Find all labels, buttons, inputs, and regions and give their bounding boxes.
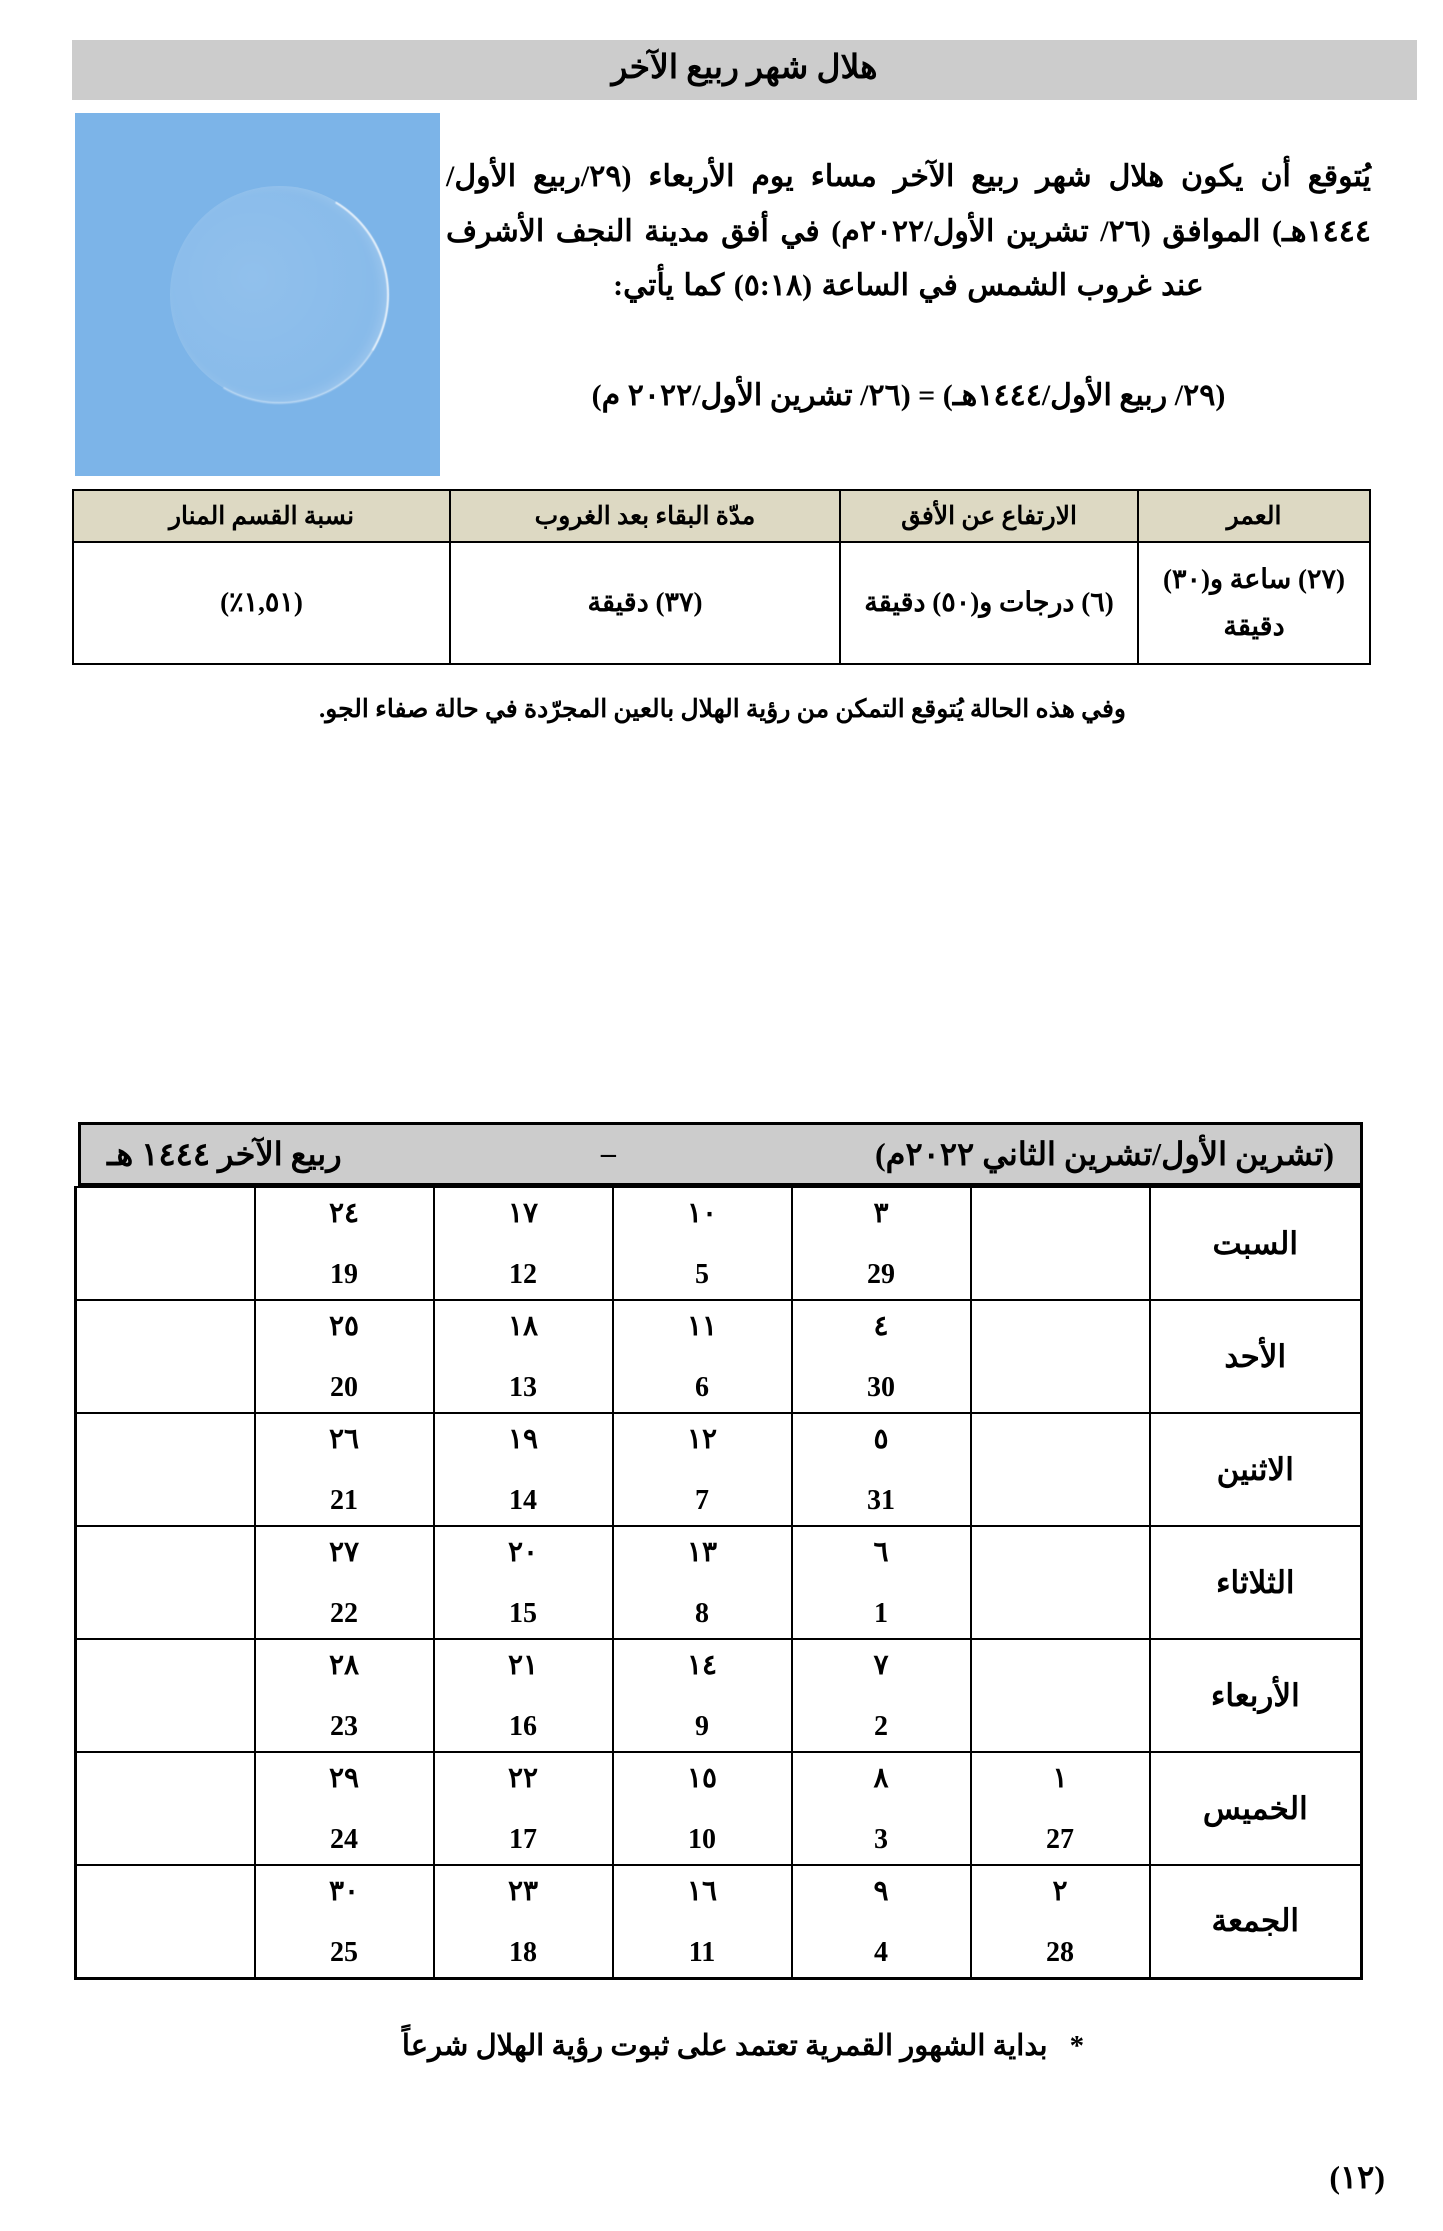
calendar-date-cell[interactable] bbox=[971, 1413, 1150, 1526]
calendar-date-cell[interactable] bbox=[255, 1639, 434, 1752]
calendar-date-cell[interactable] bbox=[76, 1413, 255, 1526]
column-header-duration: مدّة البقاء بعد الغروب bbox=[450, 490, 840, 542]
calendar-date-cell[interactable] bbox=[613, 1752, 792, 1865]
moon-crescent-limb-icon bbox=[147, 162, 412, 426]
calendar-date-cell[interactable] bbox=[971, 1865, 1150, 1978]
calendar-date-cell[interactable] bbox=[792, 1187, 971, 1300]
calendar-gregorian-day: 23 bbox=[330, 1711, 358, 1742]
calendar-date-cell[interactable] bbox=[434, 1526, 613, 1639]
calendar-header bbox=[78, 1122, 1363, 1186]
calendar-hijri-day: ٧ bbox=[873, 1650, 889, 1681]
calendar-date-cell[interactable] bbox=[255, 1187, 434, 1300]
cell-duration-value: (٣٧) دقيقة bbox=[450, 542, 840, 664]
calendar-hijri-day: ٦ bbox=[873, 1537, 889, 1568]
calendar-gregorian-day: 11 bbox=[688, 1936, 716, 1968]
footnote-asterisk: * bbox=[1069, 2030, 1085, 2062]
page-header-band bbox=[72, 40, 1417, 100]
column-header-age: العمر bbox=[1138, 490, 1370, 542]
calendar-gregorian-day: 13 bbox=[509, 1372, 537, 1403]
calendar-hijri-day: ٣٠ bbox=[328, 1876, 360, 1907]
calendar-gregorian-day: 3 bbox=[874, 1824, 888, 1855]
calendar-gregorian-day: 24 bbox=[330, 1824, 358, 1855]
calendar-hijri-day: ٥ bbox=[873, 1424, 889, 1455]
calendar-date-cell[interactable] bbox=[76, 1865, 255, 1978]
cell-altitude-value: (٦) درجات و(٥٠) دقيقة bbox=[840, 542, 1138, 664]
calendar-date-cell[interactable] bbox=[76, 1526, 255, 1639]
calendar-date-cell[interactable] bbox=[792, 1865, 971, 1978]
calendar-gregorian-day: 1 bbox=[874, 1598, 888, 1629]
calendar-hijri-day: ١٩ bbox=[507, 1424, 539, 1455]
calendar-date-cell[interactable] bbox=[434, 1187, 613, 1300]
calendar-date-cell[interactable] bbox=[76, 1187, 255, 1300]
calendar-week-row bbox=[76, 1865, 1362, 1978]
calendar-hijri-day: ١١ bbox=[686, 1311, 718, 1342]
calendar-date-cell[interactable] bbox=[434, 1752, 613, 1865]
calendar-week-row bbox=[76, 1639, 1362, 1752]
visibility-note: وفي هذه الحالة يُتوقع التمكن من رؤية الهلال بالعين المجرّدة في حالة صفاء الجو. bbox=[318, 696, 1127, 723]
calendar-week-row bbox=[76, 1752, 1362, 1865]
calendar-body bbox=[76, 1187, 1362, 1978]
calendar-date-cell[interactable] bbox=[792, 1300, 971, 1413]
column-header-altitude: الارتفاع عن الأفق bbox=[840, 490, 1138, 542]
calendar-date-cell[interactable] bbox=[76, 1300, 255, 1413]
calendar-grid bbox=[74, 1186, 1363, 1980]
hilal-data-table bbox=[72, 489, 1371, 665]
calendar-gregorian-day: 16 bbox=[509, 1711, 537, 1742]
calendar-date-cell[interactable] bbox=[613, 1639, 792, 1752]
calendar-hijri-day: ١٧ bbox=[507, 1198, 539, 1229]
calendar-gregorian-day: 2 bbox=[874, 1711, 888, 1742]
calendar-gregorian-day: 22 bbox=[330, 1598, 358, 1629]
calendar-date-cell[interactable] bbox=[613, 1865, 792, 1978]
calendar-day-name: السبت bbox=[1150, 1187, 1362, 1300]
calendar-date-cell[interactable] bbox=[971, 1639, 1150, 1752]
calendar-hijri-day: ٢٤ bbox=[328, 1198, 360, 1229]
calendar-hijri-day: ٢ bbox=[1052, 1876, 1068, 1907]
calendar-date-cell[interactable] bbox=[255, 1526, 434, 1639]
calendar-gregorian-day: 15 bbox=[509, 1598, 537, 1629]
calendar-gregorian-day: 6 bbox=[695, 1372, 709, 1403]
calendar-gregorian-day: 27 bbox=[1046, 1824, 1074, 1855]
table-row bbox=[73, 542, 1370, 664]
calendar-hijri-day: ٣ bbox=[873, 1198, 889, 1229]
calendar-hijri-title: ربيع الآخر ١٤٤٤ هـ bbox=[107, 1136, 342, 1172]
calendar-hijri-day: ٢٣ bbox=[507, 1876, 539, 1907]
calendar-hijri-day: ٤ bbox=[873, 1311, 889, 1342]
footnote-text: بداية الشهور القمرية تعتمد على ثبوت رؤية الهلال شرعاً bbox=[401, 2030, 1048, 2062]
page-title: هلال شهر ربيع الآخر bbox=[611, 49, 878, 86]
calendar-hijri-day: ٩ bbox=[873, 1876, 889, 1907]
crescent-moon-photo bbox=[75, 113, 440, 476]
calendar-date-cell[interactable] bbox=[971, 1526, 1150, 1639]
monthly-calendar bbox=[78, 1122, 1363, 1980]
calendar-day-name: الثلاثاء bbox=[1150, 1526, 1362, 1639]
calendar-day-name: الأحد bbox=[1150, 1300, 1362, 1413]
calendar-gregorian-day: 8 bbox=[695, 1598, 709, 1629]
table-header-row bbox=[73, 490, 1370, 542]
calendar-gregorian-title: (تشرين الأول/تشرين الثاني ٢٠٢٢م) bbox=[875, 1136, 1334, 1172]
calendar-day-name: الجمعة bbox=[1150, 1865, 1362, 1978]
calendar-hijri-day: ٢١ bbox=[507, 1650, 539, 1681]
calendar-hijri-day: ٢٨ bbox=[328, 1650, 360, 1681]
calendar-date-cell[interactable] bbox=[434, 1865, 613, 1978]
calendar-gregorian-day: 20 bbox=[330, 1372, 358, 1403]
calendar-date-cell[interactable] bbox=[971, 1752, 1150, 1865]
calendar-hijri-day: ٨ bbox=[873, 1763, 889, 1794]
calendar-week-row bbox=[76, 1300, 1362, 1413]
calendar-date-cell[interactable] bbox=[255, 1865, 434, 1978]
calendar-gregorian-day: 9 bbox=[695, 1711, 709, 1742]
calendar-date-cell[interactable] bbox=[434, 1639, 613, 1752]
calendar-gregorian-day: 17 bbox=[509, 1824, 537, 1855]
calendar-date-cell[interactable] bbox=[76, 1639, 255, 1752]
calendar-hijri-day: ١٣ bbox=[686, 1537, 718, 1568]
calendar-hijri-day: ٢٦ bbox=[328, 1424, 360, 1455]
page-number: (١٢) bbox=[1329, 2159, 1385, 2195]
calendar-gregorian-day: 10 bbox=[688, 1824, 716, 1855]
calendar-hijri-day: ١٢ bbox=[686, 1424, 718, 1455]
calendar-date-cell[interactable] bbox=[792, 1413, 971, 1526]
intro-paragraph: يُتوقع أن يكون هلال شهر ربيع الآخر مساء يوم الأربعاء (٢٩/ربيع الأول/ ١٤٤٤هـ) الموافق (٢٦/ تشرين الأول/٢٠٢٢م) في أفق مدينة النجف الأشرف عند غروب الشمس في الساعة (٥:١٨) كما يأتي: bbox=[446, 160, 1372, 303]
calendar-footnote bbox=[193, 2028, 1293, 2063]
calendar-week-row bbox=[76, 1526, 1362, 1639]
calendar-hijri-day: ١ bbox=[1052, 1763, 1068, 1794]
calendar-date-cell[interactable] bbox=[255, 1413, 434, 1526]
calendar-hijri-day: ١٨ bbox=[507, 1311, 539, 1342]
calendar-date-cell[interactable] bbox=[792, 1752, 971, 1865]
calendar-date-cell[interactable] bbox=[613, 1187, 792, 1300]
calendar-date-cell[interactable] bbox=[792, 1639, 971, 1752]
cell-illumination-value: (١,٥١٪) bbox=[73, 542, 450, 664]
calendar-gregorian-day: 31 bbox=[867, 1485, 895, 1516]
calendar-gregorian-day: 12 bbox=[509, 1259, 537, 1290]
calendar-hijri-day: ٢٢ bbox=[507, 1763, 539, 1794]
calendar-date-cell[interactable] bbox=[255, 1752, 434, 1865]
calendar-hijri-day: ١٤ bbox=[686, 1650, 718, 1681]
calendar-date-cell[interactable] bbox=[76, 1752, 255, 1865]
calendar-day-name: الاثنين bbox=[1150, 1413, 1362, 1526]
calendar-hijri-day: ٢٧ bbox=[328, 1537, 360, 1568]
calendar-gregorian-day: 14 bbox=[509, 1485, 537, 1516]
column-header-illumination: نسبة القسم المنار bbox=[73, 490, 450, 542]
calendar-gregorian-day: 29 bbox=[867, 1259, 895, 1290]
date-equivalence-line: (٢٩/ ربيع الأول/١٤٤٤هـ) = (٢٦/ تشرين الأول/٢٠٢٢ م) bbox=[591, 379, 1226, 412]
calendar-title-separator: – bbox=[600, 1137, 616, 1170]
calendar-gregorian-day: 4 bbox=[874, 1936, 888, 1968]
calendar-hijri-day: ١٠ bbox=[686, 1198, 718, 1229]
calendar-hijri-day: ١٥ bbox=[686, 1763, 718, 1794]
calendar-gregorian-day: 28 bbox=[1046, 1936, 1074, 1968]
calendar-week-row bbox=[76, 1413, 1362, 1526]
calendar-hijri-day: ٢٩ bbox=[328, 1763, 360, 1794]
calendar-day-name: الأربعاء bbox=[1150, 1639, 1362, 1752]
calendar-gregorian-day: 5 bbox=[695, 1259, 709, 1290]
calendar-date-cell[interactable] bbox=[255, 1300, 434, 1413]
calendar-hijri-day: ١٦ bbox=[686, 1876, 718, 1907]
calendar-gregorian-day: 19 bbox=[330, 1259, 358, 1290]
calendar-date-cell[interactable] bbox=[971, 1187, 1150, 1300]
calendar-gregorian-day: 21 bbox=[330, 1485, 358, 1516]
calendar-gregorian-day: 7 bbox=[695, 1485, 709, 1516]
calendar-day-name: الخميس bbox=[1150, 1752, 1362, 1865]
calendar-gregorian-day: 18 bbox=[509, 1936, 537, 1968]
calendar-date-cell[interactable] bbox=[971, 1300, 1150, 1413]
calendar-week-row bbox=[76, 1187, 1362, 1300]
calendar-date-cell[interactable] bbox=[434, 1413, 613, 1526]
calendar-hijri-day: ٢٥ bbox=[328, 1311, 360, 1342]
calendar-date-cell[interactable] bbox=[613, 1300, 792, 1413]
calendar-date-cell[interactable] bbox=[434, 1300, 613, 1413]
calendar-date-cell[interactable] bbox=[613, 1526, 792, 1639]
cell-age-value: (٢٧) ساعة و(٣٠) دقيقة bbox=[1138, 542, 1370, 664]
calendar-date-cell[interactable] bbox=[613, 1413, 792, 1526]
calendar-hijri-day: ٢٠ bbox=[507, 1537, 539, 1568]
calendar-gregorian-day: 30 bbox=[867, 1372, 895, 1403]
calendar-date-cell[interactable] bbox=[792, 1526, 971, 1639]
calendar-gregorian-day: 25 bbox=[330, 1936, 358, 1968]
